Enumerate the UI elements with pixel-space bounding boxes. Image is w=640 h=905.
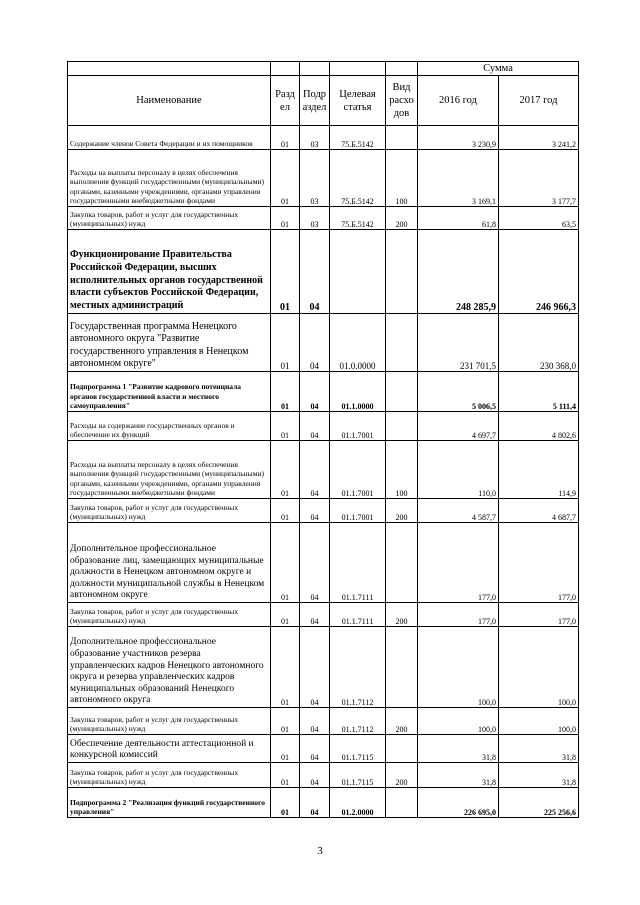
row-sum-2017: 100,0 xyxy=(499,708,579,735)
row-vid xyxy=(386,230,418,314)
row-sum-2016: 61,8 xyxy=(418,207,499,230)
row-name: Закупка товаров, работ и услуг для государственных (муниципальных) нужд xyxy=(68,499,271,523)
table-row xyxy=(68,763,579,788)
header-empty-cell xyxy=(68,62,271,76)
row-sum-2016: 4 587,7 xyxy=(418,499,499,523)
row-name: Дополнительное профессиональное образование лиц, замещающих муниципальные должности в Ненецком автономном округе и должности муниципальной службы в Ненецком автономном округе xyxy=(68,523,271,603)
row-name: Подпрограмма 1 "Развитие кадрового потенциала органов государственной власти и местного самоуправления" xyxy=(68,372,271,412)
row-razdel: 01 xyxy=(271,126,300,150)
row-sum-2016: 177,0 xyxy=(418,523,499,603)
table-row xyxy=(68,230,579,314)
row-razdel: 01 xyxy=(271,603,300,627)
row-razdel: 01 xyxy=(271,230,300,314)
row-razdel: 01 xyxy=(271,763,300,788)
row-tselevaya: 75.Б.5142 xyxy=(330,150,386,207)
row-name: Обеспечение деятельности аттестационной и конкурсной комиссий xyxy=(68,735,271,763)
header-razdel: Разд ел xyxy=(271,76,300,126)
table-row xyxy=(68,207,579,230)
row-sum-2017: 31,8 xyxy=(499,735,579,763)
row-podrazdel: 04 xyxy=(300,372,330,412)
row-sum-2016: 31,8 xyxy=(418,735,499,763)
row-sum-2017: 246 966,3 xyxy=(499,230,579,314)
row-tselevaya: 01.1.0000 xyxy=(330,372,386,412)
row-razdel: 01 xyxy=(271,523,300,603)
header-name: Наименование xyxy=(68,76,271,126)
row-sum-2016: 177,0 xyxy=(418,603,499,627)
row-name: Закупка товаров, работ и услуг для государственных (муниципальных) нужд xyxy=(68,708,271,735)
row-vid xyxy=(386,314,418,372)
row-tselevaya: 01.2.0000 xyxy=(330,788,386,818)
row-name: Функционирование Правительства Российской Федерации, высших исполнительных органов государственной власти субъектов Российской Федерации, местных администраций xyxy=(68,230,271,314)
table-row xyxy=(68,150,579,207)
table-row xyxy=(68,523,579,603)
row-sum-2017: 230 368,0 xyxy=(499,314,579,372)
row-tselevaya: 01.1.7001 xyxy=(330,499,386,523)
row-podrazdel: 04 xyxy=(300,230,330,314)
row-sum-2016: 3 169,1 xyxy=(418,150,499,207)
row-razdel: 01 xyxy=(271,735,300,763)
table-row xyxy=(68,788,579,818)
row-name: Расходы на выплаты персоналу в целях обеспечения выполнения функций государственными (муниципальными) органами, казенными учреждениями, органами управления государственными внебюджетными фондами xyxy=(68,441,271,499)
row-vid: 200 xyxy=(386,708,418,735)
row-podrazdel: 04 xyxy=(300,603,330,627)
header-row xyxy=(68,76,579,126)
row-vid xyxy=(386,126,418,150)
row-sum-2016: 110,0 xyxy=(418,441,499,499)
row-tselevaya: 01.1.7115 xyxy=(330,763,386,788)
row-sum-2016: 31,8 xyxy=(418,763,499,788)
row-vid xyxy=(386,627,418,708)
row-podrazdel: 03 xyxy=(300,207,330,230)
row-name: Закупка товаров, работ и услуг для государственных (муниципальных) нужд xyxy=(68,603,271,627)
row-razdel: 01 xyxy=(271,708,300,735)
row-razdel: 01 xyxy=(271,150,300,207)
row-tselevaya: 01.1.7111 xyxy=(330,523,386,603)
row-podrazdel: 04 xyxy=(300,441,330,499)
row-name: Закупка товаров, работ и услуг для государственных (муниципальных) нужд xyxy=(68,207,271,230)
row-razdel: 01 xyxy=(271,314,300,372)
row-vid xyxy=(386,788,418,818)
row-podrazdel: 04 xyxy=(300,763,330,788)
row-podrazdel: 03 xyxy=(300,126,330,150)
table-row xyxy=(68,441,579,499)
row-sum-2016: 100,0 xyxy=(418,627,499,708)
row-podrazdel: 04 xyxy=(300,708,330,735)
row-vid: 200 xyxy=(386,499,418,523)
row-vid xyxy=(386,372,418,412)
row-sum-2017: 114,9 xyxy=(499,441,579,499)
row-sum-2017: 4 802,6 xyxy=(499,412,579,441)
row-name: Расходы на содержание государственных органов и обеспечение их функций xyxy=(68,412,271,441)
row-vid: 100 xyxy=(386,150,418,207)
row-sum-2016: 4 697,7 xyxy=(418,412,499,441)
row-sum-2017: 177,0 xyxy=(499,523,579,603)
header-row-top xyxy=(68,62,579,76)
row-razdel: 01 xyxy=(271,441,300,499)
row-name: Расходы на выплаты персоналу в целях обеспечения выполнения функций государственными (муниципальными) органами, казенными учреждениями, органами управления государственными внебюджетными фондами xyxy=(68,150,271,207)
row-razdel: 01 xyxy=(271,788,300,818)
row-sum-2017: 3 177,7 xyxy=(499,150,579,207)
row-sum-2017: 4 687,7 xyxy=(499,499,579,523)
row-podrazdel: 03 xyxy=(300,150,330,207)
row-vid xyxy=(386,735,418,763)
table-row xyxy=(68,314,579,372)
page-number: 3 xyxy=(317,845,323,857)
table-row xyxy=(68,603,579,627)
header-2016: 2016 год xyxy=(418,76,499,126)
row-sum-2017: 100,0 xyxy=(499,627,579,708)
header-podrazdel: Подр аздел xyxy=(300,76,330,126)
row-sum-2017: 177,0 xyxy=(499,603,579,627)
row-podrazdel: 04 xyxy=(300,735,330,763)
row-sum-2017: 63,5 xyxy=(499,207,579,230)
row-sum-2016: 231 701,5 xyxy=(418,314,499,372)
row-vid: 100 xyxy=(386,441,418,499)
row-razdel: 01 xyxy=(271,372,300,412)
row-podrazdel: 04 xyxy=(300,314,330,372)
row-name: Дополнительное профессиональное образование участников резерва управленческих кадров Ненецкого автономного округа и резерва управленческих кадров муниципальных образований Ненецкого автономного округа xyxy=(68,627,271,708)
row-sum-2017: 31,8 xyxy=(499,763,579,788)
table-row xyxy=(68,735,579,763)
header-summa: Сумма xyxy=(418,62,579,76)
row-sum-2016: 226 695,0 xyxy=(418,788,499,818)
table-row xyxy=(68,412,579,441)
row-sum-2016: 3 230,9 xyxy=(418,126,499,150)
row-sum-2017: 3 241,2 xyxy=(499,126,579,150)
row-tselevaya: 01.1.7001 xyxy=(330,441,386,499)
header-tselevaya: Целевая статья xyxy=(330,76,386,126)
header-vid: Вид расхо дов xyxy=(386,76,418,126)
row-podrazdel: 04 xyxy=(300,627,330,708)
row-tselevaya: 01.1.7112 xyxy=(330,708,386,735)
table-row xyxy=(68,499,579,523)
table-row xyxy=(68,126,579,150)
row-vid: 200 xyxy=(386,603,418,627)
row-sum-2016: 100,0 xyxy=(418,708,499,735)
header-2017: 2017 год xyxy=(499,76,579,126)
row-tselevaya: 01.1.7112 xyxy=(330,627,386,708)
row-podrazdel: 04 xyxy=(300,499,330,523)
row-tselevaya: 75.Б.5142 xyxy=(330,207,386,230)
row-sum-2016: 5 006,5 xyxy=(418,372,499,412)
row-podrazdel: 04 xyxy=(300,788,330,818)
row-tselevaya xyxy=(330,230,386,314)
row-name: Содержание членов Совета Федерации и их помощников xyxy=(68,126,271,150)
table-row xyxy=(68,708,579,735)
row-tselevaya: 75.Б.5142 xyxy=(330,126,386,150)
row-razdel: 01 xyxy=(271,412,300,441)
row-vid: 200 xyxy=(386,763,418,788)
row-sum-2017: 5 111,4 xyxy=(499,372,579,412)
row-name: Подпрограмма 2 "Реализация функций государственного управления" xyxy=(68,788,271,818)
row-razdel: 01 xyxy=(271,207,300,230)
table-row xyxy=(68,627,579,708)
table-row xyxy=(68,372,579,412)
row-vid: 200 xyxy=(386,207,418,230)
row-podrazdel: 04 xyxy=(300,412,330,441)
row-vid xyxy=(386,523,418,603)
row-tselevaya: 01.1.7001 xyxy=(330,412,386,441)
row-razdel: 01 xyxy=(271,499,300,523)
row-sum-2017: 225 256,6 xyxy=(499,788,579,818)
row-tselevaya: 01.1.7111 xyxy=(330,603,386,627)
row-sum-2016: 248 285,9 xyxy=(418,230,499,314)
row-tselevaya: 01.0.0000 xyxy=(330,314,386,372)
row-razdel: 01 xyxy=(271,627,300,708)
row-tselevaya: 01.1.7115 xyxy=(330,735,386,763)
row-name: Закупка товаров, работ и услуг для государственных (муниципальных) нужд xyxy=(68,763,271,788)
row-name: Государственная программа Ненецкого автономного округа "Развитие государственного управления в Ненецком автономном округе" xyxy=(68,314,271,372)
row-vid xyxy=(386,412,418,441)
row-podrazdel: 04 xyxy=(300,523,330,603)
budget-table xyxy=(67,61,579,818)
